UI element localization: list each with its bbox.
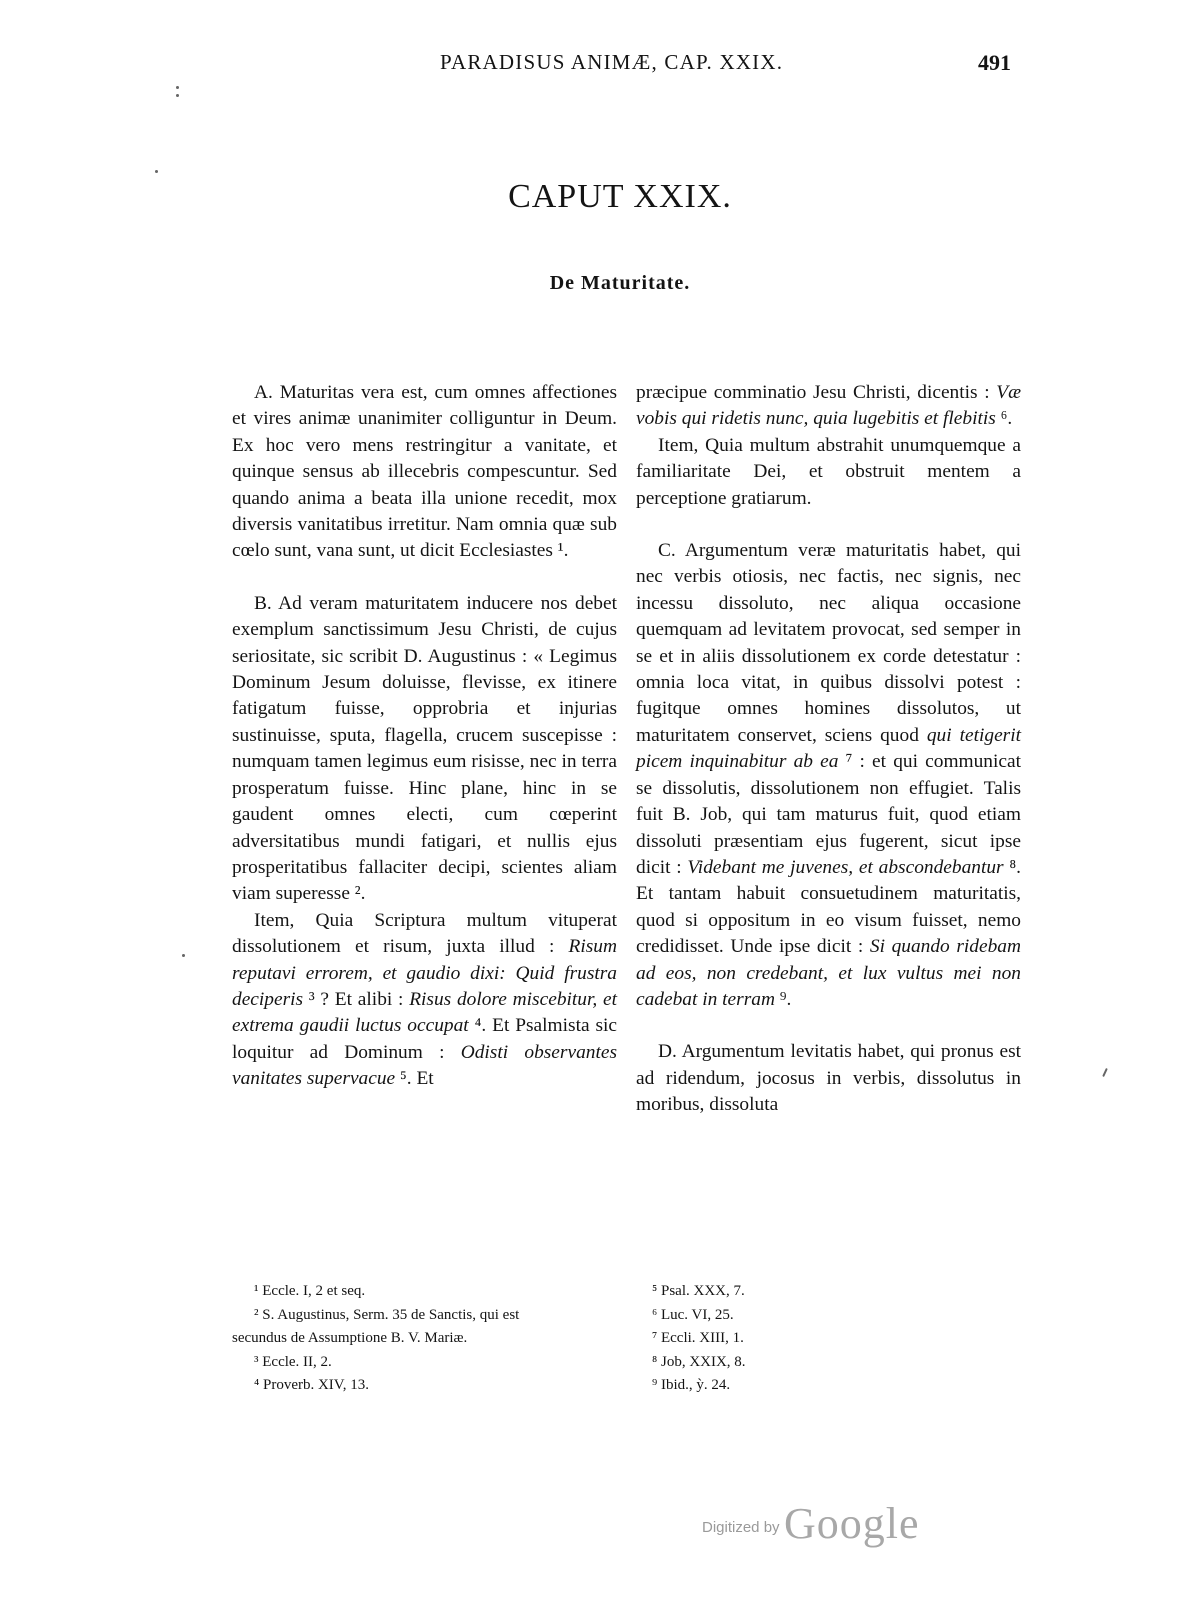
- paragraph-continuation: præcipue comminatio Jesu Christi, dicentis : Væ vobis qui ridetis nunc, quia lugebitis et flebitis ⁶.: [636, 382, 1021, 430]
- paragraph-c: C. Argumentum veræ maturitatis habet, qui nec verbis otiosis, nec factis, nec signis, nec incessu dissoluto, nec aliqua occasione quemquam ad levitatem provocat, sed semper in se et in aliis dissolutionem ex corde detestatur : omnia loca vitat, in quibus dissolvi potest : fugitque omnes homines dissolutos, ut maturitatem conservet, sciens quod qui tetigerit picem inquinabitur ab ea ⁷ : et qui communicat se dissolutis, dissolutionem non effugiet. Talis fuit B. Job, qui tam maturus fuit, quod etiam dissoluti præsentiam ejus fugerent, sicut ipse dicit : Videbant me juvenes, et abscondebantur ⁸. Et tantam habuit consuetudinem maturitatis, quod si oppositum in eo visum fuisset, nemo credidisset. Unde ipse dicit : Si quando ridebam ad eos, non credebant, et lux vultus mei non cadebat in terram ⁹.: [636, 540, 1021, 1010]
- footnote: ² S. Augustinus, Serm. 35 de Sanctis, qui est: [254, 1306, 520, 1323]
- paragraph-d: D. Argumentum levitatis habet, qui pronus est ad ridendum, jocosus in verbis, dissolutus in moribus, dissoluta: [636, 1041, 1021, 1116]
- scan-speck: [176, 86, 179, 89]
- footnote: ⁵ Psal. XXX, 7.: [652, 1283, 745, 1299]
- paragraph-b: B. Ad veram maturitatem inducere nos debet exemplum sanctissimum Jesu Christi, de cujus seriositate, sic scribit D. Augustinus : « Legimus Dominum Jesum doluisse, flevisse, ex itinere fatigatum fuisse, opprobria et injurias sustinuisse, sputa, flagella, crucem suscepisse : numquam tamen legimus eum risisse, nec in terra prosperatum fuisse. Hinc plane, hinc in se gaudent omnes electi, cum cœperint adversitatibus mundi fatigari, et nullis ejus prosperitatibus fallaciter decipi, scientes aliam viam superesse ².: [232, 592, 617, 905]
- footnote: ⁶ Luc. VI, 25.: [652, 1306, 734, 1323]
- footnote: secundus de Assumptione B. V. Mariæ.: [232, 1330, 468, 1346]
- paragraph-item-1: Item, Quia Scriptura multum vituperat dissolutionem et risum, juxta illud : Risum reputavi errorem, et gaudio dixi: Quid frustra deciperis ³ ? Et alibi : Risus dolore miscebitur, et extrema gaudii luctus occupat ⁴. Et Psalmista sic loquitur ad Dominum : Odisti observantes vanitates supervacue ⁵. Et: [232, 909, 617, 1090]
- paragraph-a: A. Maturitas vera est, cum omnes affectiones et vires animæ unanimiter colliguntur in Deum. Ex hoc vero mens restringitur a vanitate, et quinque sensus ab illecebris compescuntur. Sed quando anima a beata illa unione recedit, mox diversis vanitatibus irretitur. Nam omnia quæ sub cœlo sunt, vana sunt, ut dicit Ecclesiastes ¹.: [232, 382, 617, 562]
- footnote: ¹ Eccle. I, 2 et seq.: [254, 1283, 366, 1299]
- footnotes-left: [232, 1280, 622, 1398]
- footnote: ⁷ Eccli. XIII, 1.: [652, 1330, 744, 1346]
- chapter-title: CAPUT XXIX.: [508, 178, 732, 215]
- footnote: ⁸ Job, XXIX, 8.: [652, 1353, 746, 1370]
- running-title: PARADISUS ANIMÆ, CAP. XXIX.: [440, 50, 784, 74]
- paragraph-item-2: Item, Quia multum abstrahit unumquemque a familiaritate Dei, et obstruit mentem a perceptione gratiarum.: [636, 434, 1021, 509]
- page-number: 491: [978, 50, 1011, 75]
- watermark-prefix: Digitized by: [702, 1519, 780, 1536]
- right-column: [636, 380, 1021, 1119]
- scan-speck: [155, 170, 158, 173]
- scan-speck: [176, 94, 179, 97]
- digitized-watermark: [702, 1498, 920, 1549]
- scan-speck: [182, 954, 185, 957]
- footnotes-right: [652, 1280, 1042, 1398]
- left-column: [232, 380, 617, 1093]
- footnote: ⁹ Ibid., ỳ. 24.: [652, 1377, 731, 1393]
- footnote: ⁴ Proverb. XIV, 13.: [254, 1377, 369, 1393]
- footnote: ³ Eccle. II, 2.: [254, 1353, 332, 1370]
- google-logo: Google: [784, 1499, 920, 1548]
- scan-speck: [1102, 1068, 1108, 1077]
- chapter-subtitle: De Maturitate.: [549, 272, 691, 294]
